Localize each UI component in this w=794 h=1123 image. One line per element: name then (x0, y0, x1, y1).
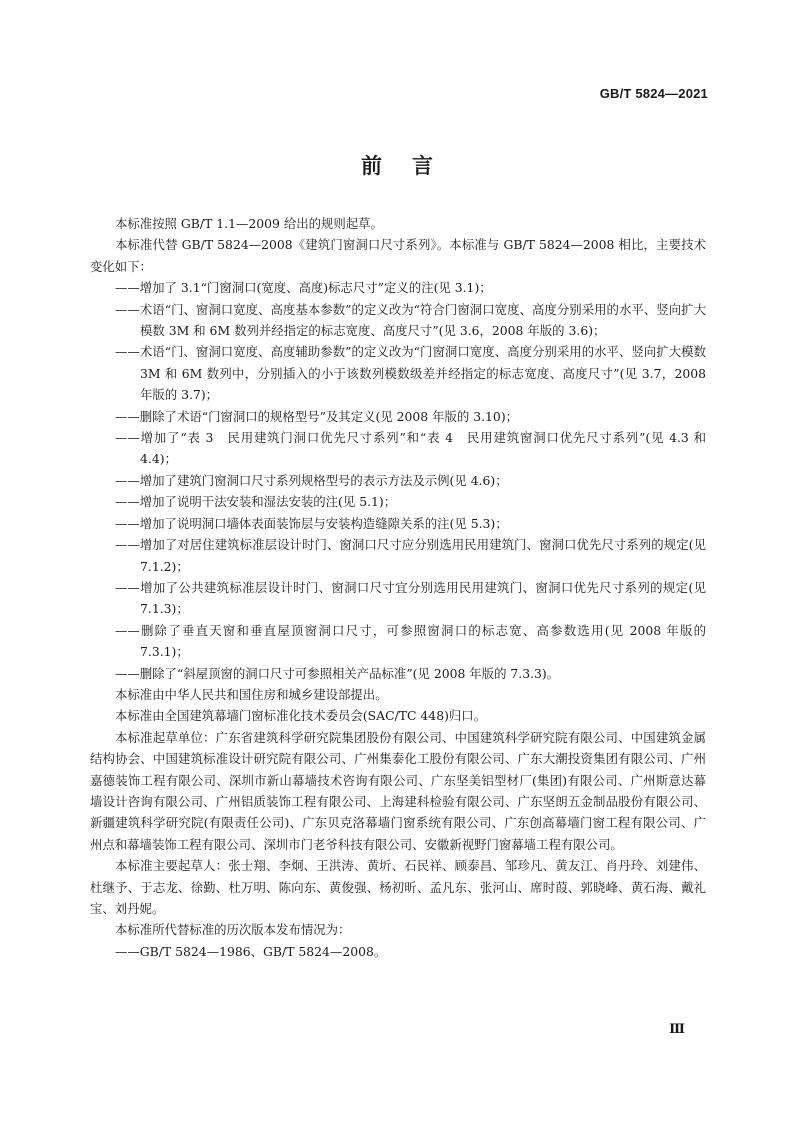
paragraph-drafting-units: 本标准起草单位：广东省建筑科学研究院集团股份有限公司、中国建筑科学研究院有限公司、中国建筑金属结构协会、中国建筑标准设计研究院有限公司、广州集泰化工股份有限公司、广东大潮投资集团有限公司、广州嘉德装饰工程有限公司、深圳市新山幕墙技术咨询有限公司、广东坚美铝型材厂(集团)有限公司、广州斯意达幕墙设计咨询有限公司、广州铝质装饰工程有限公司、上海建科检验有限公司、广东坚朗五金制品股份有限公司、新疆建筑科学研究院(有限责任公司)、广东贝克洛幕墙门窗系统有限公司、广东创高幕墙门窗工程有限公司、广州点和幕墙装饰工程有限公司、深圳市门老爷科技有限公司、安徽新视野门窗幕墙工程有限公司。 (90, 729, 706, 852)
change-item: ——术语“门、窗洞口宽度、高度辅助参数”的定义改为“门窗洞口宽度、高度分别采用的水平、竖向扩大模数 3M 和 6M 数列中，分别插入的小于该数列模数级差并经指定的标志宽度、高度尺寸”(见 3.7，2008 年版的 3.7)； (115, 344, 706, 403)
history-item: ——GB/T 5824—1986、GB/T 5824—2008。 (115, 943, 387, 959)
page-number: Ⅲ (669, 1022, 684, 1037)
change-item: ——增加了 3.1“门窗洞口(宽度、高度)标志尺寸”定义的注(见 3.1)； (115, 280, 492, 296)
change-item: ——增加了对居住建筑标准层设计时门、窗洞口尺寸应分别选用民用建筑门、窗洞口优先尺寸系列的规定(见 7.1.2)； (115, 537, 706, 574)
change-item: ——增加了说明洞口墙体表面装饰层与安装构造缝隙关系的注(见 5.3)； (115, 515, 508, 531)
paragraph-replaces: 本标准代替 GB/T 5824—2008《建筑门窗洞口尺寸系列》。本标准与 GB/T 5824—2008 相比，主要技术变化如下： (90, 237, 706, 274)
paragraph-drafting-rules: 本标准按照 GB/T 1.1—2009 给出的规则起草。 (115, 216, 383, 231)
change-item: ——删除了“斜屋顶窗的洞口尺寸可参照相关产品标准”(见 2008 年版的 7.3.3)。 (115, 665, 560, 681)
paragraph-history-intro: 本标准所代替标准的历次版本发布情况为： (115, 922, 351, 938)
change-item: ——增加了公共建筑标准层设计时门、窗洞口尺寸宜分别选用民用建筑门、窗洞口优先尺寸系列的规定(见 7.1.3)； (115, 579, 706, 617)
change-item: ——增加了说明干法安装和湿法安装的注(见 5.1)； (115, 494, 397, 510)
standard-code: GB/T 5824—2021 (599, 86, 708, 101)
foreword-body (90, 213, 706, 962)
change-item: ——增加了“表 3 民用建筑门洞口优先尺寸系列”和“表 4 民用建筑窗洞口优先尺寸系列”(见 4.3 和 4.4)； (115, 430, 706, 467)
change-item: ——删除了术语“门窗洞口的规格型号”及其定义(见 2008 年版的 3.10)； (115, 408, 519, 424)
change-item: ——增加了建筑门窗洞口尺寸系列规格型号的表示方法及示例(见 4.6)； (115, 472, 508, 488)
page-title: 前言 (361, 154, 463, 178)
change-item: ——术语“门、窗洞口宽度、高度基本参数”的定义改为“符合门窗洞口宽度、高度分别采用的水平、竖向扩大模数 3M 和 6M 数列并经指定的标志宽度、高度尺寸”(见 3.6，2008 年版的 3.6)； (115, 301, 706, 339)
paragraph-proposed-by: 本标准由中华人民共和国住房和城乡建设部提出。 (115, 686, 388, 702)
paragraph-drafters: 本标准主要起草人：张士翔、李炯、王洪涛、黄圻、石民祥、顾泰昌、邹珍凡、黄友江、肖丹玲、刘建伟、杜继予、于志龙、徐勤、杜万明、陈向东、黄俊强、杨初昕、孟凡东、张河山、席时葭、郭晓峰、黄石海、戴礼宝、刘丹妮。 (90, 858, 706, 916)
paragraph-administered-by: 本标准由全国建筑幕墙门窗标准化技术委员会(SAC/TC 448)归口。 (115, 708, 487, 724)
change-item: ——删除了垂直天窗和垂直屋顶窗洞口尺寸，可参照窗洞口的标志宽、高参数选用(见 2008 年版的 7.3.1)； (115, 622, 706, 660)
